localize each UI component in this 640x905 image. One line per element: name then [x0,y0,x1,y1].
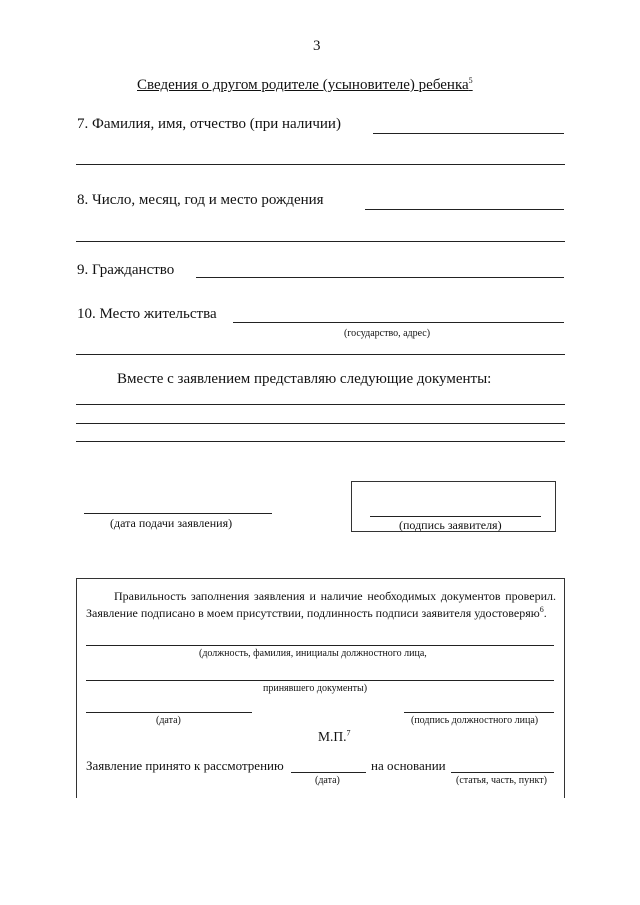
accepted-text: Заявление принято к рассмотрению [86,758,284,773]
section-title-text: Сведения о другом родителе (усыновителе) ребенка [137,77,469,93]
applicant-signature-line[interactable] [370,516,541,517]
field-citizenship-label: 9. Гражданство [77,262,175,278]
field-fio-line[interactable] [373,133,564,134]
section-title-footnote: 5 [468,76,473,85]
field-residence-line-2[interactable] [76,354,565,355]
stamp-mark [318,729,351,745]
stamp-footnote: 7 [346,728,351,738]
documents-heading: Вместе с заявлением представляю следующие документы: [117,371,492,387]
field-birth-line-2[interactable] [76,241,565,242]
field-residence-label: 10. Место жительства [77,306,217,322]
accepted-date-line[interactable] [291,772,366,773]
documents-line-1[interactable] [76,404,565,405]
official-paragraph-footnote: 6 [539,605,544,614]
field-residence-line[interactable] [233,322,564,323]
applicant-signature-label: (подпись заявителя) [399,518,502,532]
page-number: 3 [313,38,321,54]
documents-line-2[interactable] [76,423,565,424]
submission-date-label: (дата подачи заявления) [110,516,233,530]
field-birth-line[interactable] [365,209,564,210]
official-position-label-1: (должность, фамилия, инициалы должностного лица, [199,648,427,659]
field-fio-line-2[interactable] [76,164,565,165]
basis-line[interactable] [451,772,554,773]
field-birth-label: 8. Число, месяц, год и место рождения [77,192,324,208]
official-position-label-2: принявшего документы) [263,683,368,694]
basis-text: на основании [371,758,446,773]
basis-label: (статья, часть, пункт) [456,775,547,786]
field-citizenship-line[interactable] [196,277,564,278]
accepted-date-label: (дата) [315,775,340,786]
official-signature-line[interactable] [404,712,554,713]
section-title [137,77,473,94]
stamp-text: М.П. [318,729,347,744]
official-date-label: (дата) [156,715,181,726]
submission-date-line[interactable] [84,513,272,514]
official-paragraph-end: . [543,606,547,620]
official-date-line[interactable] [86,712,252,713]
documents-line-3[interactable] [76,441,565,442]
field-residence-hint: (государство, адрес) [344,328,431,339]
official-signature-label: (подпись должностного лица) [411,715,539,726]
official-position-line-1[interactable] [86,645,554,646]
field-fio-label: 7. Фамилия, имя, отчество (при наличии) [77,116,341,132]
official-paragraph [86,588,556,622]
official-position-line-2[interactable] [86,680,554,681]
official-paragraph-text: Правильность заполнения заявления и наличие необходимых документов проверил. Заявление подписано в моем присутствии, подлинность подписи заявителя удостоверяю [86,589,556,620]
